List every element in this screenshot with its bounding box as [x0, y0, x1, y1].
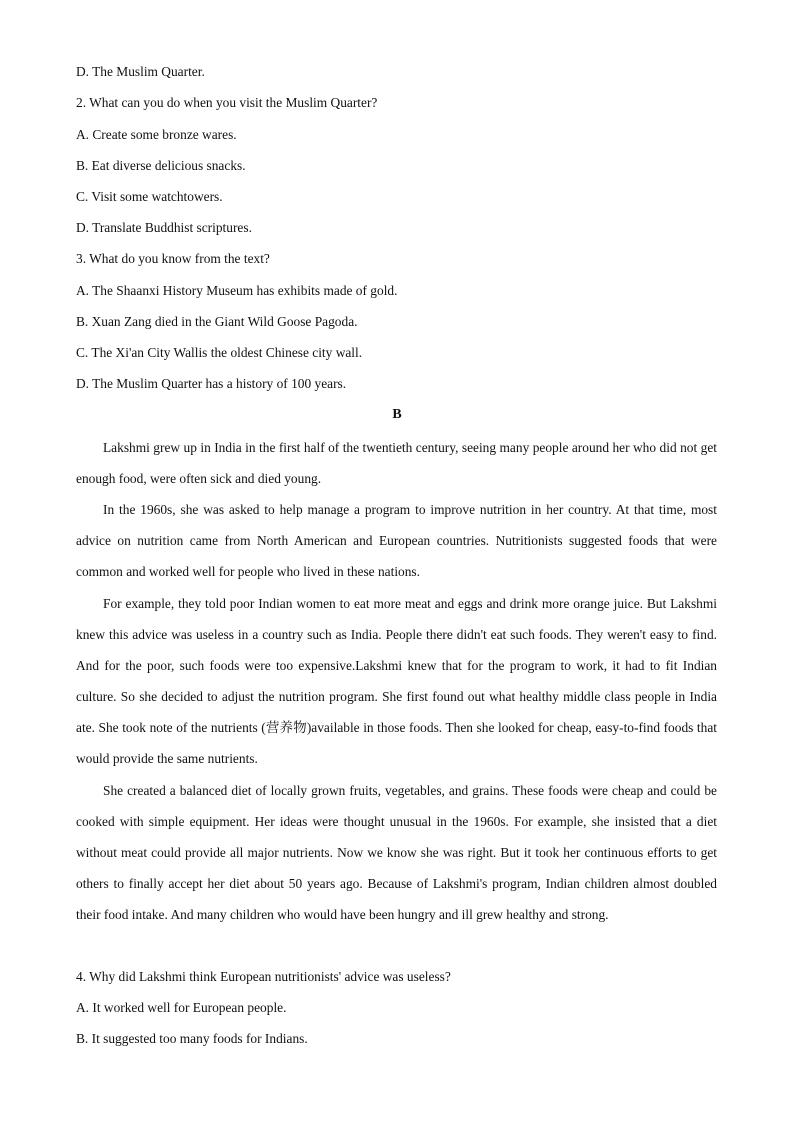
passage-paragraph — [76, 494, 717, 587]
q2-option-b: B. Eat diverse delicious snacks. — [76, 158, 246, 173]
q4-option-b: B. It suggested too many foods for Indians. — [76, 1031, 308, 1046]
passage-paragraph — [76, 432, 717, 494]
paragraph-text: For example, they told poor Indian women to eat more meat and eggs and drink more orange juice. But Lakshmi knew this advice was useless in a country such as India. People there didn't eat such foods. They weren't easy to find. And for the poor, such foods were too expensive.Lakshmi knew that for the program to work, it had to fit Indian culture. So she decided to adjust the nutrition program. She first found out what healthy middle class people in India ate. She took note of the nutrients (营养物)available in those foods. Then she looked for cheap, easy-to-find foods that would provide the same nutrients. — [76, 596, 717, 767]
paragraph-text: Lakshmi grew up in India in the first half of the twentieth century, seeing many people around her who did not get enough food, were often sick and died young. — [76, 440, 717, 487]
q3-option-b: B. Xuan Zang died in the Giant Wild Goose Pagoda. — [76, 314, 358, 329]
q3-option-a: A. The Shaanxi History Museum has exhibits made of gold. — [76, 283, 398, 298]
q2-option-d: D. Translate Buddhist scriptures. — [76, 220, 252, 235]
q2-option-a: A. Create some bronze wares. — [76, 127, 237, 142]
q4-option-a: A. It worked well for European people. — [76, 1000, 287, 1015]
section-heading: B — [392, 407, 402, 422]
q1-option-d: D. The Muslim Quarter. — [76, 64, 205, 79]
q3-question: 3. What do you know from the text? — [76, 251, 270, 266]
passage-paragraph — [76, 775, 717, 930]
q3-option-c: C. The Xi'an City Wallis the oldest Chinese city wall. — [76, 345, 363, 360]
q2-option-c: C. Visit some watchtowers. — [76, 189, 223, 204]
paragraph-text: In the 1960s, she was asked to help manage a program to improve nutrition in her country. At that time, most advice on nutrition came from North American and European countries. Nutritionists suggested foods that were common and worked well for people who lived in these nations. — [76, 502, 717, 580]
passage-paragraph — [76, 588, 717, 775]
q2-question: 2. What can you do when you visit the Muslim Quarter? — [76, 95, 378, 110]
paragraph-text: She created a balanced diet of locally grown fruits, vegetables, and grains. These foods were cheap and could be cooked with simple equipment. Her ideas were thought unusual in the 1960s. For example, she insisted that a diet without meat could provide all major nutrients. Now we know she was right. But it took her continuous efforts to get others to finally accept her diet about 50 years ago. Because of Lakshmi's program, Indian children almost doubled their food intake. And many children who would have been hungry and ill grew healthy and strong. — [76, 783, 717, 923]
q3-option-d: D. The Muslim Quarter has a history of 100 years. — [76, 376, 347, 391]
q4-question: 4. Why did Lakshmi think European nutritionists' advice was useless? — [76, 969, 451, 984]
